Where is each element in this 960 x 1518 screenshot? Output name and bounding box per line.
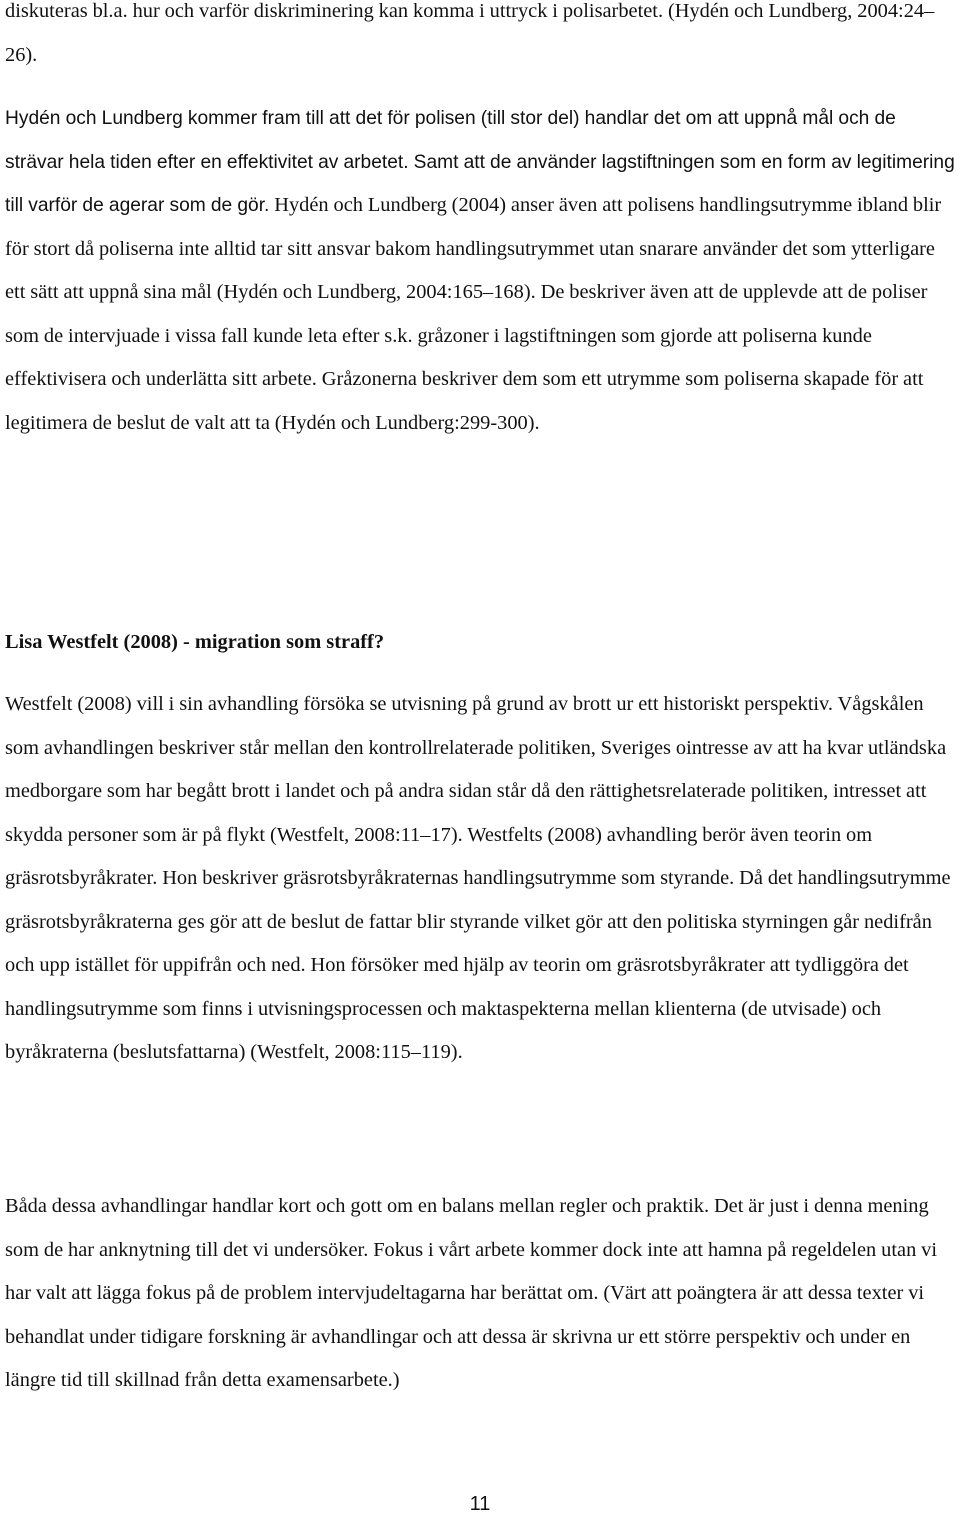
paragraph-hyden-lundberg-part-1: Hydén och Lundberg kommer fram till att det för polisen (till stor del) handlar det om att uppnå mål och de strävar hela tiden efter en effektivitet av arbetet. Samt att de använder lagstiftningen som en form av legitimering till varför de agerar som de gör. xyxy=(5,108,955,216)
section-heading: Lisa Westfelt (2008) - migration som straff? xyxy=(5,631,385,653)
paragraph-hyden-lundberg-part-2: Hydén och Lundberg (2004) anser även att polisens handlingsutrymme ibland blir för stort då poliserna inte alltid tar sitt ansvar bakom handlingsutrymmet utan snarare använder det som ytterligare ett sätt att uppnå sina mål (Hydén och Lundberg, 2004:165–168). De beskriver även att de upplevde att de poliser som de intervjuade i vissa fall kunde leta efter s.k. gråzoner i lagstiftningen som gjorde att poliserna kunde effektivisera och underlätta sitt arbete. Gråzonerna beskriver dem som ett utrymme som poliserna skapade för att legitimera de beslut de valt att ta (Hydén och Lundberg:299-300). xyxy=(5,194,942,434)
paragraph-conclusion: Båda dessa avhandlingar handlar kort och gott om en balans mellan regler och praktik. Det är just i denna mening som de har anknytning till det vi undersöker. Fokus i vårt arbete kommer dock inte att hamna på regeldelen utan vi har valt att lägga fokus på de problem intervjudeltagarna har berättat om. (Värt att poängtera är att dessa texter vi behandlat under tidigare forskning är avhandlingar och att dessa är skrivna ur ett större perspektiv och under en längre tid till skillnad från detta examensarbete.) xyxy=(5,1195,938,1391)
paragraph-hyden-lundberg xyxy=(5,97,957,445)
paragraph-intro: diskuteras bl.a. hur och varför diskriminering kan komma i uttryck i polisarbetet. (Hydén och Lundberg, 2004:24–26). xyxy=(5,0,935,66)
paragraph-westfelt: Westfelt (2008) vill i sin avhandling försöka se utvisning på grund av brott ur ett historiskt perspektiv. Vågskålen som avhandlingen beskriver står mellan den kontrollrelaterade politiken, Sveriges ointresse av att ha kvar utländska medborgare som har begått brott i landet och på andra sidan står då den rättighetsrelaterade politiken, intresset att skydda personer som är på flykt (Westfelt, 2008:11–17). Westfelts (2008) avhandling berör även teorin om gräsrotsbyråkrater. Hon beskriver gräsrotsbyråkraternas handlingsutrymme som styrande. Då det handlingsutrymme gräsrotsbyråkraterna ges gör att de beslut de fattar blir styrande vilket gör att den politiska styrningen går nedifrån och upp istället för uppifrån och ned. Hon försöker med hjälp av teorin om gräsrotsbyråkrater att tydliggöra det handlingsutrymme som finns i utvisningsprocessen och maktaspekterna mellan klienterna (de utvisade) och byråkraterna (beslutsfattarna) (Westfelt, 2008:115–119). xyxy=(5,693,951,1063)
page-number: 11 xyxy=(469,1493,491,1515)
